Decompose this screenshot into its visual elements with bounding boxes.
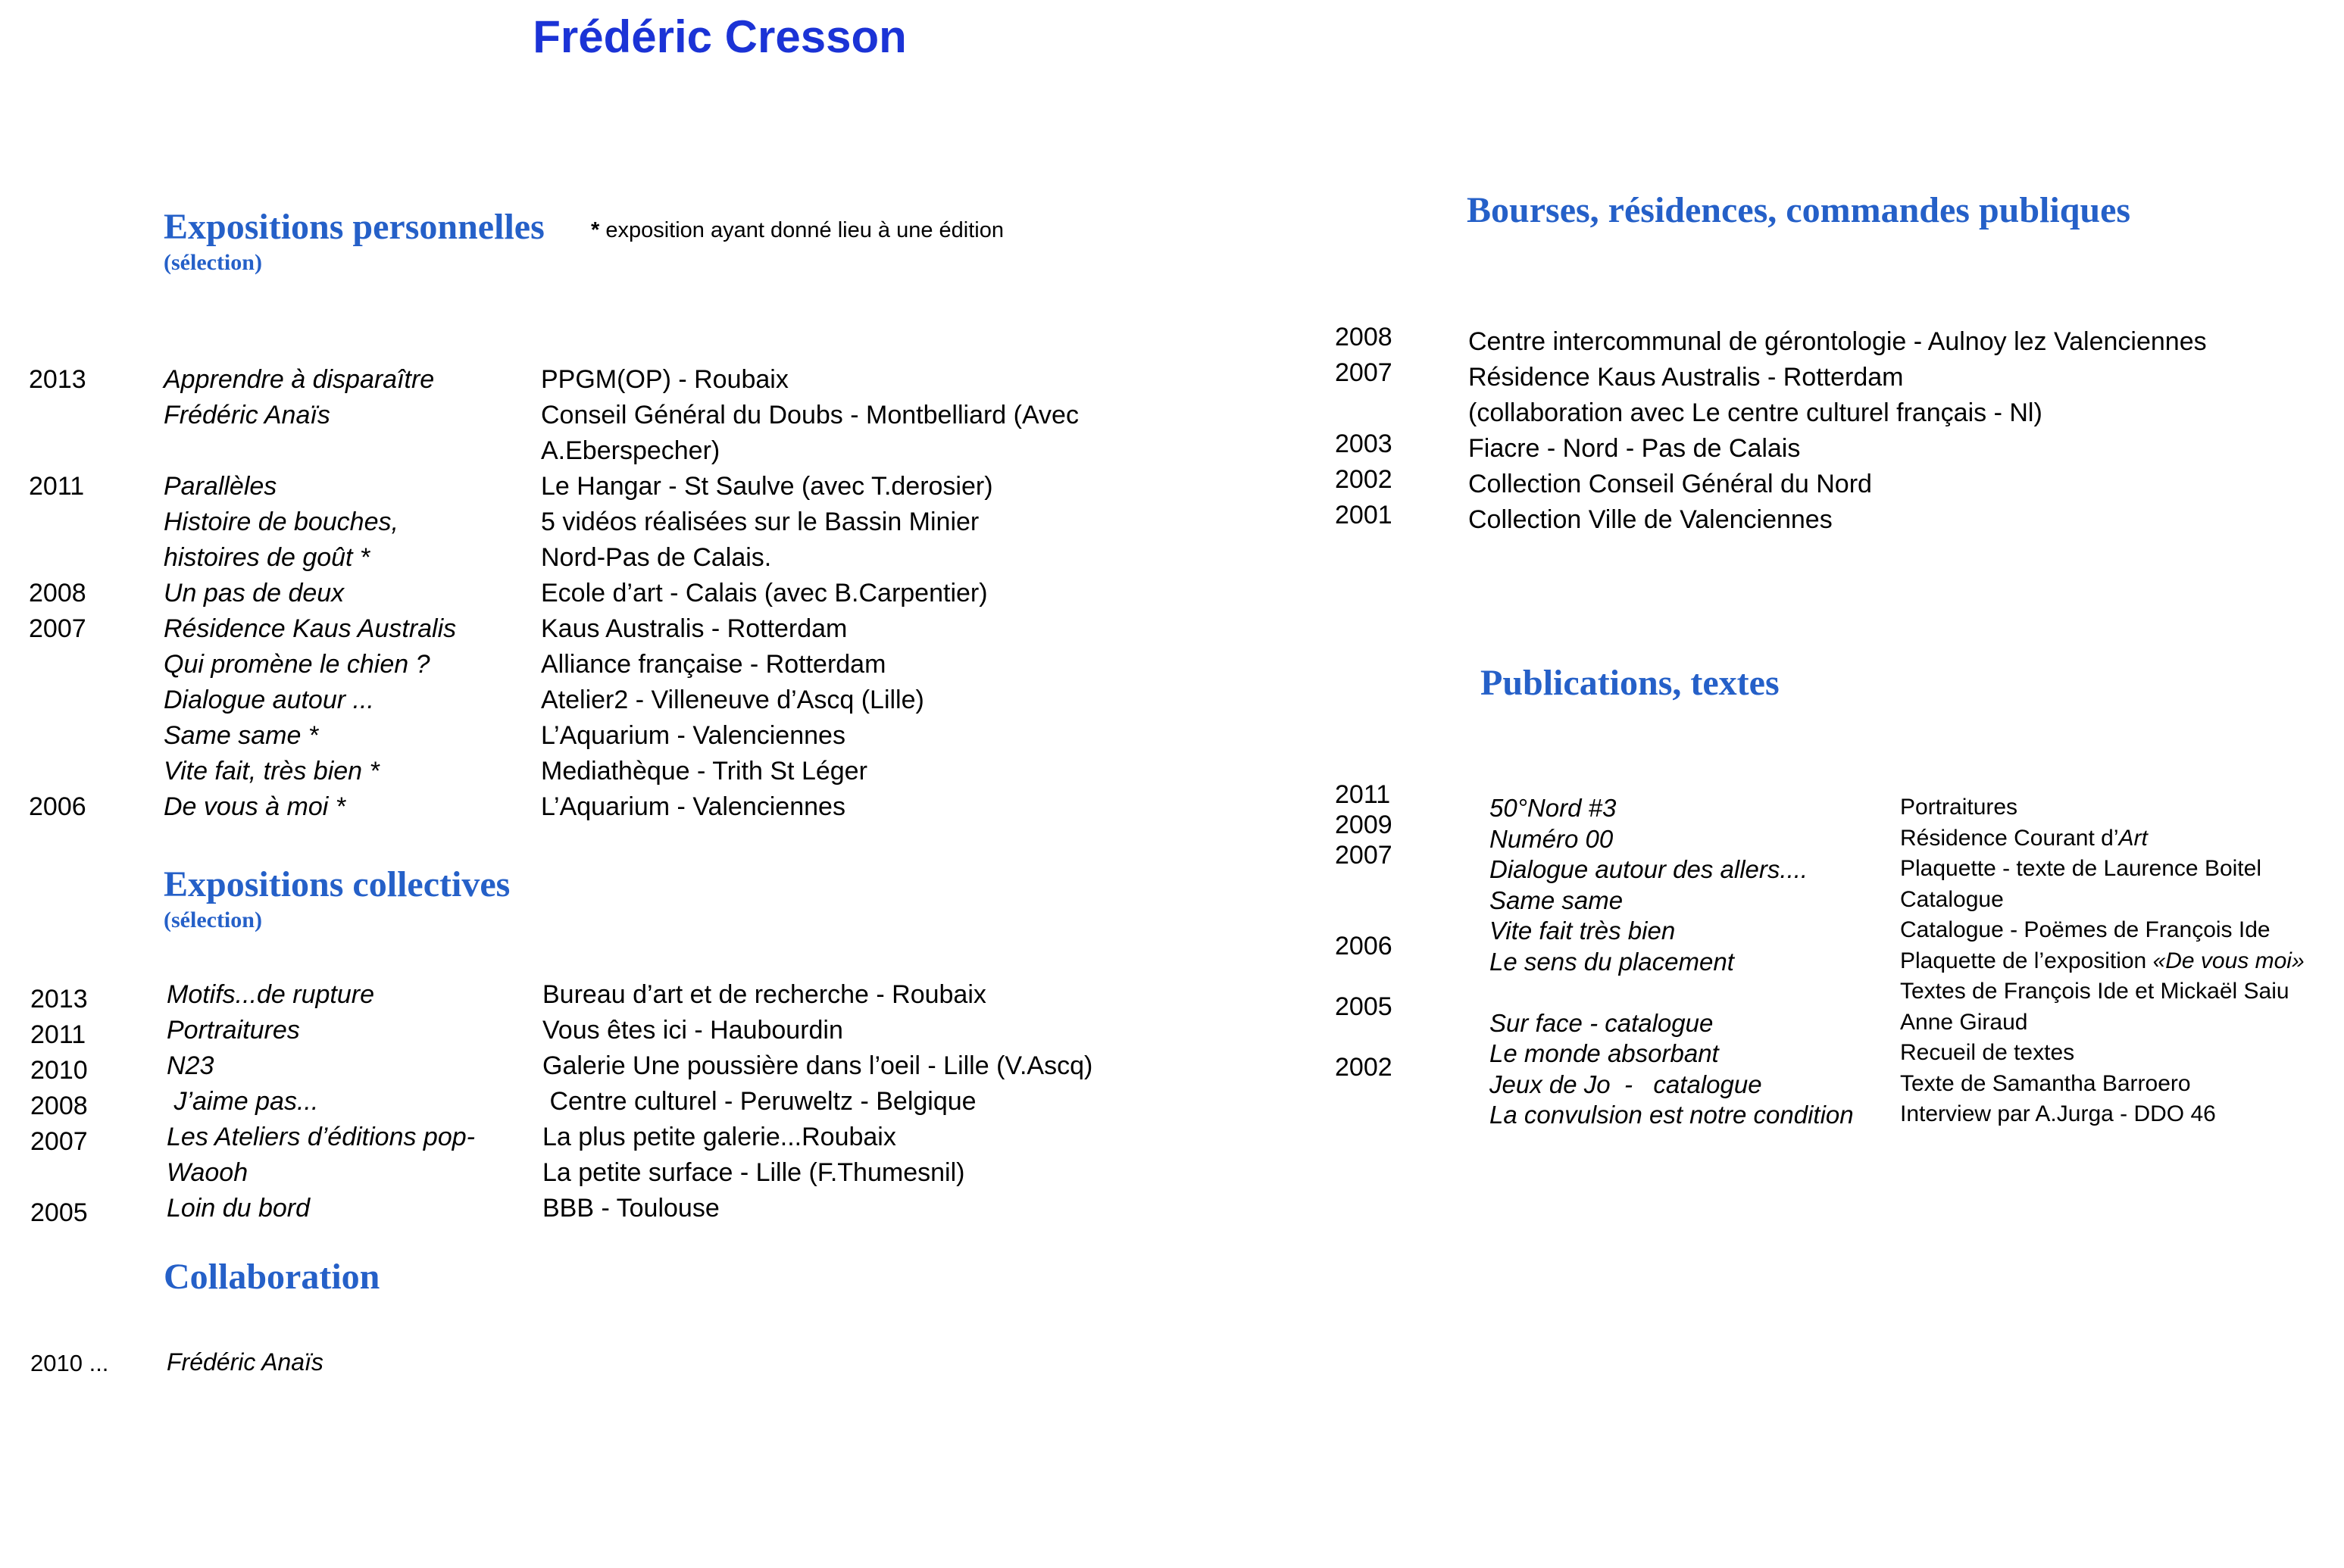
section-subtitle-selection: (sélection) (164, 250, 262, 275)
publication-detail: Catalogue (1900, 886, 2004, 912)
year: 2013 (29, 365, 86, 394)
year: 2011 (29, 472, 85, 501)
publication-title: Vite fait très bien (1489, 917, 1676, 945)
exhibition-place: Ecole d’art - Calais (avec B.Carpentier) (541, 579, 988, 608)
publication-title: Le sens du placement (1489, 947, 1734, 976)
exhibition-title: Un pas de deux (164, 579, 345, 608)
year: 2002 (1335, 1053, 1392, 1082)
publication-title: Sur face - catalogue (1489, 1008, 1714, 1037)
year: 2011 (1335, 780, 1391, 809)
exhibition-title: histoires de goût * (164, 543, 370, 572)
exhibition-title: Vite fait, très bien * (164, 757, 380, 786)
publication-title: Le monde absorbant (1489, 1039, 1719, 1067)
exhibition-place: Kaus Australis - Rotterdam (541, 614, 848, 643)
publication-title: 50°Nord #3 (1489, 794, 1617, 822)
year (29, 433, 86, 469)
publication-detail: Résidence Courant d’ (1900, 825, 2119, 851)
bourse-item: Fiacre - Nord - Pas de Calais (1468, 434, 1801, 463)
publication-detail: Plaquette de l’exposition (1900, 948, 2153, 973)
bourse-item: Résidence Kaus Australis - Rotterdam (1468, 363, 1904, 392)
collectives-years (30, 982, 88, 1231)
year (29, 754, 86, 789)
publication-detail: Portraitures (1900, 795, 2018, 820)
perso-years (29, 362, 86, 825)
exhibition-place: 5 vidéos réalisées sur le Bassin Minier (541, 508, 980, 536)
year: 2008 (30, 1092, 88, 1120)
section-title-expositions-personnelles: Expositions personnelles (164, 207, 545, 247)
section-title-expositions-collectives: Expositions collectives (164, 864, 511, 904)
year: 2008 (29, 579, 86, 608)
exhibition-place: Mediathèque - Trith St Léger (541, 757, 867, 786)
exhibition-place: A.Eberspecher) (541, 436, 720, 465)
bourses-years (1335, 320, 1392, 533)
bourses-items (1468, 324, 2207, 538)
exhibition-place: La petite surface - Lille (F.Thumesnil) (542, 1158, 965, 1187)
year: 2001 (1335, 501, 1392, 529)
publication-title: Dialogue autour des allers.... (1489, 855, 1808, 883)
exhibition-place: Conseil Général du Doubs - Montbelliard (Avec (541, 401, 1079, 429)
section-title-collaboration: Collaboration (164, 1257, 380, 1297)
collaboration-year: 2010 ... (30, 1350, 109, 1376)
year: 2006 (1335, 932, 1392, 960)
exhibition-place: Le Hangar - St Saulve (avec T.derosier) (541, 472, 993, 501)
collectives-titles (167, 977, 475, 1226)
exhibition-title: Frédéric Anaïs (164, 401, 330, 429)
collectives-places (542, 977, 1092, 1226)
exhibition-place: L’Aquarium - Valenciennes (541, 721, 845, 750)
edition-note (591, 218, 1004, 243)
exhibition-place: PPGM(OP) - Roubaix (541, 365, 789, 394)
year (29, 540, 86, 576)
exhibition-place: Centre culturel - Peruweltz - Belgique (542, 1087, 977, 1116)
publication-detail: Recueil de textes (1900, 1040, 2075, 1065)
publication-detail-row (1900, 823, 2305, 854)
publication-detail-italic: «De vous moi» (2152, 948, 2305, 973)
section-title-bourses: Bourses, résidences, commandes publiques (1467, 190, 2131, 230)
exhibition-title: Dialogue autour ... (164, 686, 374, 714)
year: 2005 (30, 1198, 88, 1227)
publications-details (1900, 792, 2305, 1130)
publication-detail-row (1900, 946, 2305, 977)
publication-title: Numéro 00 (1489, 824, 1614, 853)
year (29, 647, 86, 682)
perso-titles (164, 362, 456, 825)
exhibition-title: Histoire de bouches, (164, 508, 398, 536)
year: 2003 (1335, 429, 1392, 458)
year: 2007 (1335, 358, 1392, 387)
section-title-publications: Publications, textes (1480, 663, 1780, 703)
year: 2013 (30, 985, 88, 1014)
publication-detail: Plaquette - texte de Laurence Boitel (1900, 856, 2261, 881)
year: 2007 (30, 1127, 88, 1156)
exhibition-title: Qui promène le chien ? (164, 650, 430, 679)
exhibition-title: Waooh (167, 1158, 248, 1187)
year (29, 504, 86, 540)
publication-title: Same same (1489, 886, 1624, 914)
year (1335, 391, 1392, 426)
bourse-item: (collaboration avec Le centre culturel français - Nl) (1468, 398, 2042, 427)
exhibition-title: Portraitures (167, 1016, 300, 1045)
edition-note-text: exposition ayant donné lieu à une édition (599, 218, 1004, 242)
year: 2010 (30, 1056, 88, 1085)
publication-detail: Texte de Samantha Barroero (1900, 1070, 2191, 1096)
year: 2002 (1335, 465, 1392, 494)
publication-title: La convulsion est notre condition (1489, 1101, 1854, 1129)
exhibition-title: J’aime pas... (167, 1087, 319, 1116)
exhibition-title: Same same * (164, 721, 319, 750)
exhibition-title: Motifs...de rupture (167, 980, 375, 1009)
publication-detail: Textes de François Ide et Mickaël Saiu (1900, 979, 2289, 1004)
exhibition-title: N23 (167, 1051, 214, 1080)
artist-name: Frédéric Cresson (533, 11, 907, 62)
exhibition-title: Résidence Kaus Australis (164, 614, 457, 643)
publication-detail: Anne Giraud (1900, 1009, 2028, 1035)
exhibition-place: Atelier2 - Villeneuve d’Ascq (Lille) (541, 686, 924, 714)
exhibition-title: Loin du bord (167, 1194, 311, 1223)
bourse-item: Centre intercommunal de gérontologie - Aulnoy lez Valenciennes (1468, 327, 2207, 356)
exhibition-place: L’Aquarium - Valenciennes (541, 792, 845, 821)
collaboration-name: Frédéric Anaïs (167, 1348, 323, 1376)
section-subtitle-selection: (sélection) (164, 907, 262, 932)
publication-detail: Interview par A.Jurga - DDO 46 (1900, 1101, 2216, 1126)
exhibition-place: Galerie Une poussière dans l’oeil - Lille (V.Ascq) (542, 1051, 1093, 1080)
exhibition-title: Apprendre à disparaître (164, 365, 435, 394)
year (30, 1160, 88, 1195)
year: 2009 (1335, 811, 1392, 839)
bourse-item: Collection Conseil Général du Nord (1468, 470, 1872, 498)
exhibition-title (164, 433, 456, 469)
bourse-item: Collection Ville de Valenciennes (1468, 505, 1833, 534)
exhibition-title: Les Ateliers d’éditions pop- (167, 1123, 475, 1151)
exhibition-place: La plus petite galerie...Roubaix (542, 1123, 896, 1151)
exhibition-place: Nord-Pas de Calais. (541, 543, 772, 572)
publication-detail: Catalogue - Poëmes de François Ide (1900, 917, 2271, 942)
year: 2011 (30, 1020, 86, 1049)
year: 2006 (29, 792, 86, 821)
perso-places (541, 362, 1079, 825)
publication-detail-italic: Art (2118, 825, 2148, 851)
exhibition-place: Vous êtes ici - Haubourdin (542, 1016, 843, 1045)
year (29, 398, 86, 433)
exhibition-title: Parallèles (164, 472, 277, 501)
year (29, 718, 86, 754)
publications-titles (1489, 793, 1854, 1131)
exhibition-place: BBB - Toulouse (542, 1194, 720, 1223)
exhibition-place: Bureau d’art et de recherche - Roubaix (542, 980, 986, 1009)
publication-title: Jeux de Jo - catalogue (1489, 1070, 1762, 1098)
publication-title (1489, 977, 1854, 1008)
year: 2008 (1335, 323, 1392, 351)
exhibition-title: De vous à moi * (164, 792, 345, 821)
star-symbol: * (591, 218, 600, 242)
year: 2007 (1335, 841, 1392, 870)
year: 2007 (29, 614, 86, 643)
year (29, 682, 86, 718)
exhibition-place: Alliance française - Rotterdam (541, 650, 886, 679)
year: 2005 (1335, 992, 1392, 1021)
